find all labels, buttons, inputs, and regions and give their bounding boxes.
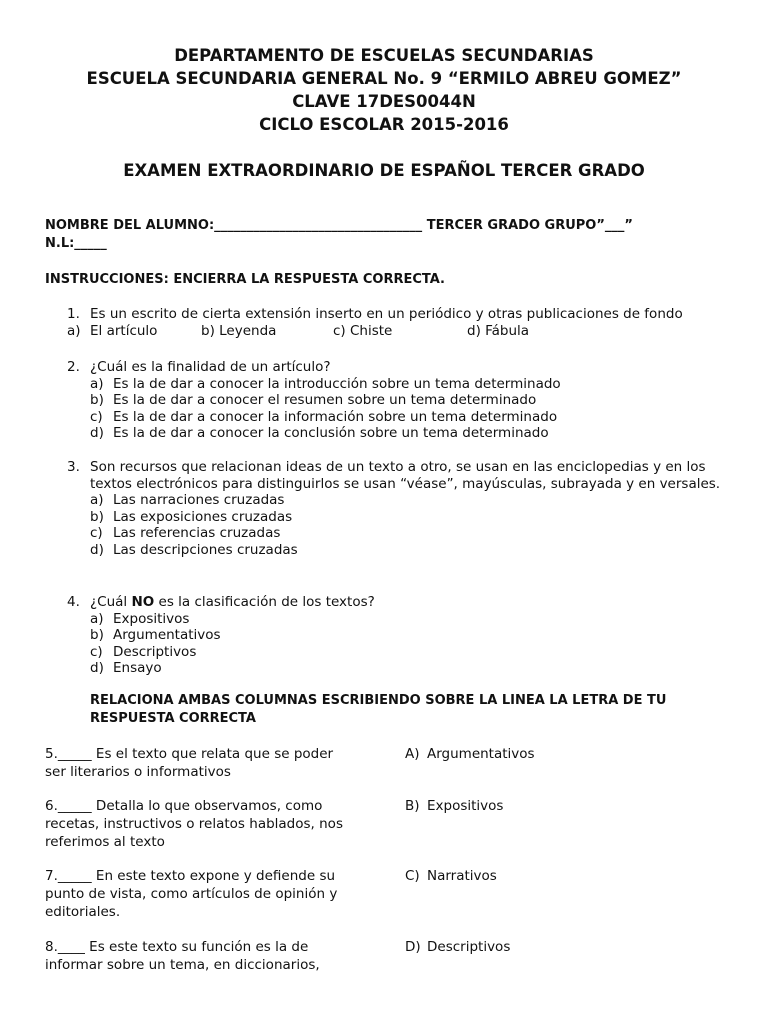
- exam-title: EXAMEN EXTRAORDINARIO DE ESPAÑOL TERCER GRADO: [123, 161, 645, 180]
- option-letter: a): [67, 322, 81, 339]
- option-a: [45, 492, 735, 509]
- option-letter: c): [90, 525, 103, 542]
- matching-option-c: [405, 867, 497, 885]
- question-1: [45, 306, 735, 339]
- student-name-line: NOMBRE DEL ALUMNO:________________________________ TERCER GRADO GRUPO”___”: [45, 218, 633, 233]
- option-b: b) Leyenda: [201, 322, 277, 339]
- matching-item-6: 6._____ Detalla lo que observamos, como recetas, instructivos o relatos hablados, nos referimos al texto: [45, 798, 343, 850]
- option-letter: b): [90, 392, 104, 409]
- option-a: [67, 323, 201, 340]
- option-d: d) Fábula: [467, 322, 530, 339]
- option-b: [45, 509, 735, 526]
- option-text: Las descripciones cruzadas: [113, 541, 298, 558]
- department-title: DEPARTAMENTO DE ESCUELAS SECUNDARIAS: [174, 46, 594, 65]
- list-number-line: N.L:_____: [45, 236, 107, 251]
- option-letter: b): [90, 508, 104, 525]
- option-text: Descriptivos: [427, 939, 511, 955]
- option-text: Es la de dar a conocer el resumen sobre un tema determinado: [113, 392, 537, 409]
- matching-option-d: [405, 938, 510, 956]
- negation-emphasis: NO: [131, 594, 155, 610]
- option-text: Las narraciones cruzadas: [113, 492, 285, 509]
- option-text: Expositivos: [113, 610, 190, 627]
- option-text: Narrativos: [427, 868, 497, 884]
- option-d: [45, 542, 735, 559]
- option-letter: A): [405, 746, 420, 762]
- option-c: [45, 525, 735, 542]
- matching-item-5: 5._____ Es el texto que relata que se poder ser literarios o informativos: [45, 746, 334, 780]
- question-3: [45, 459, 735, 559]
- question-number: 3.: [67, 459, 80, 475]
- option-text: El artículo: [90, 322, 158, 339]
- option-a: [45, 376, 735, 393]
- matching-item-7: 7._____ En este texto expone y defiende su punto de vista, como artículos de opinión y editoriales.: [45, 868, 338, 920]
- option-letter: c): [90, 643, 103, 660]
- student-info: [45, 217, 735, 253]
- option-a: [45, 611, 735, 628]
- option-text: Ensayo: [113, 660, 162, 677]
- option-letter: a): [90, 492, 104, 509]
- option-letter: a): [90, 375, 104, 392]
- option-letter: c): [90, 408, 103, 425]
- matching-option-b: [405, 797, 503, 815]
- option-letter: d): [90, 660, 104, 677]
- instructions: INSTRUCCIONES: ENCIERRA LA RESPUESTA CORRECTA.: [45, 272, 445, 287]
- option-d: [45, 425, 735, 442]
- question-number: 1.: [67, 306, 80, 322]
- option-letter: B): [405, 798, 420, 814]
- question-number: 4.: [67, 594, 80, 610]
- option-text: Es la de dar a conocer la conclusión sobre un tema determinado: [113, 425, 549, 442]
- option-c: c) Chiste: [333, 322, 393, 339]
- question-text: Es un escrito de cierta extensión inserto en un periódico y otras publicaciones de fondo: [90, 306, 683, 322]
- option-b: [45, 627, 735, 644]
- option-text: Las referencias cruzadas: [113, 525, 281, 542]
- option-b: [45, 392, 735, 409]
- option-letter: b): [90, 627, 104, 644]
- option-letter: a): [90, 610, 104, 627]
- option-text: Argumentativos: [113, 627, 221, 644]
- school-header: [0, 44, 768, 136]
- question-text: ¿Cuál es la finalidad de un artículo?: [90, 359, 331, 375]
- school-code: CLAVE 17DES0044N: [292, 92, 476, 111]
- question-number: 2.: [67, 359, 80, 375]
- option-text: Descriptivos: [113, 643, 197, 660]
- option-letter: D): [405, 939, 421, 955]
- option-d: [45, 660, 735, 677]
- question-4: [45, 594, 735, 677]
- option-letter: C): [405, 868, 420, 884]
- option-c: [45, 409, 735, 426]
- matching-instructions: RELACIONA AMBAS COLUMNAS ESCRIBIENDO SOBRE LA LINEA LA LETRA DE TU RESPUESTA CORRECTA: [90, 693, 667, 726]
- question-text: ¿Cuál NO es la clasificación de los textos?: [90, 594, 375, 610]
- matching-item-8: 8.____ Es este texto su función es la de informar sobre un tema, en diccionarios,: [45, 939, 320, 973]
- option-text: Las exposiciones cruzadas: [113, 508, 293, 525]
- option-text: Es la de dar a conocer la introducción sobre un tema determinado: [113, 375, 561, 392]
- school-name: ESCUELA SECUNDARIA GENERAL No. 9 “ERMILO ABREU GOMEZ”: [86, 69, 682, 88]
- option-letter: d): [90, 541, 104, 558]
- option-text: Es la de dar a conocer la información sobre un tema determinado: [113, 408, 558, 425]
- school-year: CICLO ESCOLAR 2015-2016: [259, 115, 509, 134]
- option-c: [45, 644, 735, 661]
- option-text: Argumentativos: [427, 746, 535, 762]
- matching-option-a: [405, 745, 535, 763]
- question-2: [45, 359, 735, 442]
- option-letter: d): [90, 425, 104, 442]
- question-text: Son recursos que relacionan ideas de un texto a otro, se usan en las enciclopedias y en los textos electrónicos para distinguirlos se usan “véase”, mayúsculas, subrayada y en versales.: [90, 459, 721, 492]
- option-text: Expositivos: [427, 798, 504, 814]
